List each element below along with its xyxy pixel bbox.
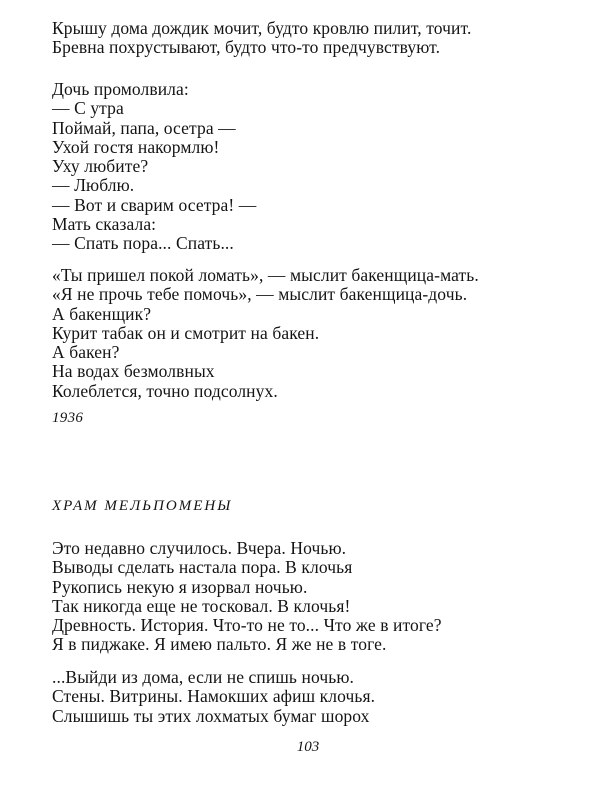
page-number: 103 [296, 739, 320, 755]
poem-line: Ухой гостя накормлю! [52, 136, 220, 157]
poem-line: — Спать пора... Спать... [52, 233, 234, 254]
poem2-stanza-2 [52, 668, 572, 726]
poem-line: Стены. Витрины. Намокших афиш клочья. [52, 686, 376, 707]
poem-line: Это недавно случилось. Вчера. Ночью. [52, 538, 347, 558]
poem-line: Колеблется, точно подсолнух. [52, 380, 278, 401]
poem-line: Выводы сделать настала пора. В клочья [52, 557, 353, 578]
poem-line: На водах безмолвных [52, 361, 215, 382]
poem-line: — Люблю. [52, 175, 135, 196]
poem-line: Рукопись некую я изорвал ночью. [52, 576, 308, 597]
poem-line: Курит табак он и смотрит на бакен. [52, 322, 320, 343]
poem-line: Мать сказала: [52, 214, 157, 235]
poem-line: А бакен? [52, 342, 120, 363]
poem-line: Уху любите? [52, 156, 149, 177]
poem-line: — Вот и сварим осетра! — [52, 194, 257, 215]
poem-line: Древность. История. Что-то не то... Что же в итоге? [52, 615, 442, 636]
poem2-stanza-1 [52, 539, 572, 655]
poem-line: ...Выйди из дома, если не спишь ночью. [52, 667, 354, 687]
poem1-stanza-1 [52, 19, 572, 58]
poem-line: Я в пиджаке. Я имею пальто. Я же не в тоге. [52, 634, 387, 655]
poem-line: Дочь промолвила: [52, 79, 189, 99]
poem-line: Поймай, папа, осетра — [52, 117, 236, 138]
poem-line: Так никогда еще не тосковал. В клочья! [52, 595, 351, 616]
poem-line: Бревна похрустывают, будто что-то предчувствуют. [52, 37, 441, 58]
poem-line: «Ты пришел покой ломать», — мыслит бакенщица-мать. [52, 265, 479, 285]
poem-title: ХРАМ МЕЛЬПОМЕНЫ [52, 498, 233, 514]
poem1-stanza-3 [52, 266, 572, 401]
poem-line: — С утра [52, 98, 124, 119]
poem1-stanza-2 [52, 80, 572, 254]
poem-year: 1936 [52, 410, 84, 426]
poem-line: А бакенщик? [52, 303, 152, 324]
poem-line: Слышишь ты этих лохматых бумаг шорох [52, 705, 370, 726]
poem-line: «Я не прочь тебе помочь», — мыслит бакенщица-дочь. [52, 284, 468, 305]
poem-line: Крышу дома дождик мочит, будто кровлю пилит, точит. [52, 18, 472, 38]
